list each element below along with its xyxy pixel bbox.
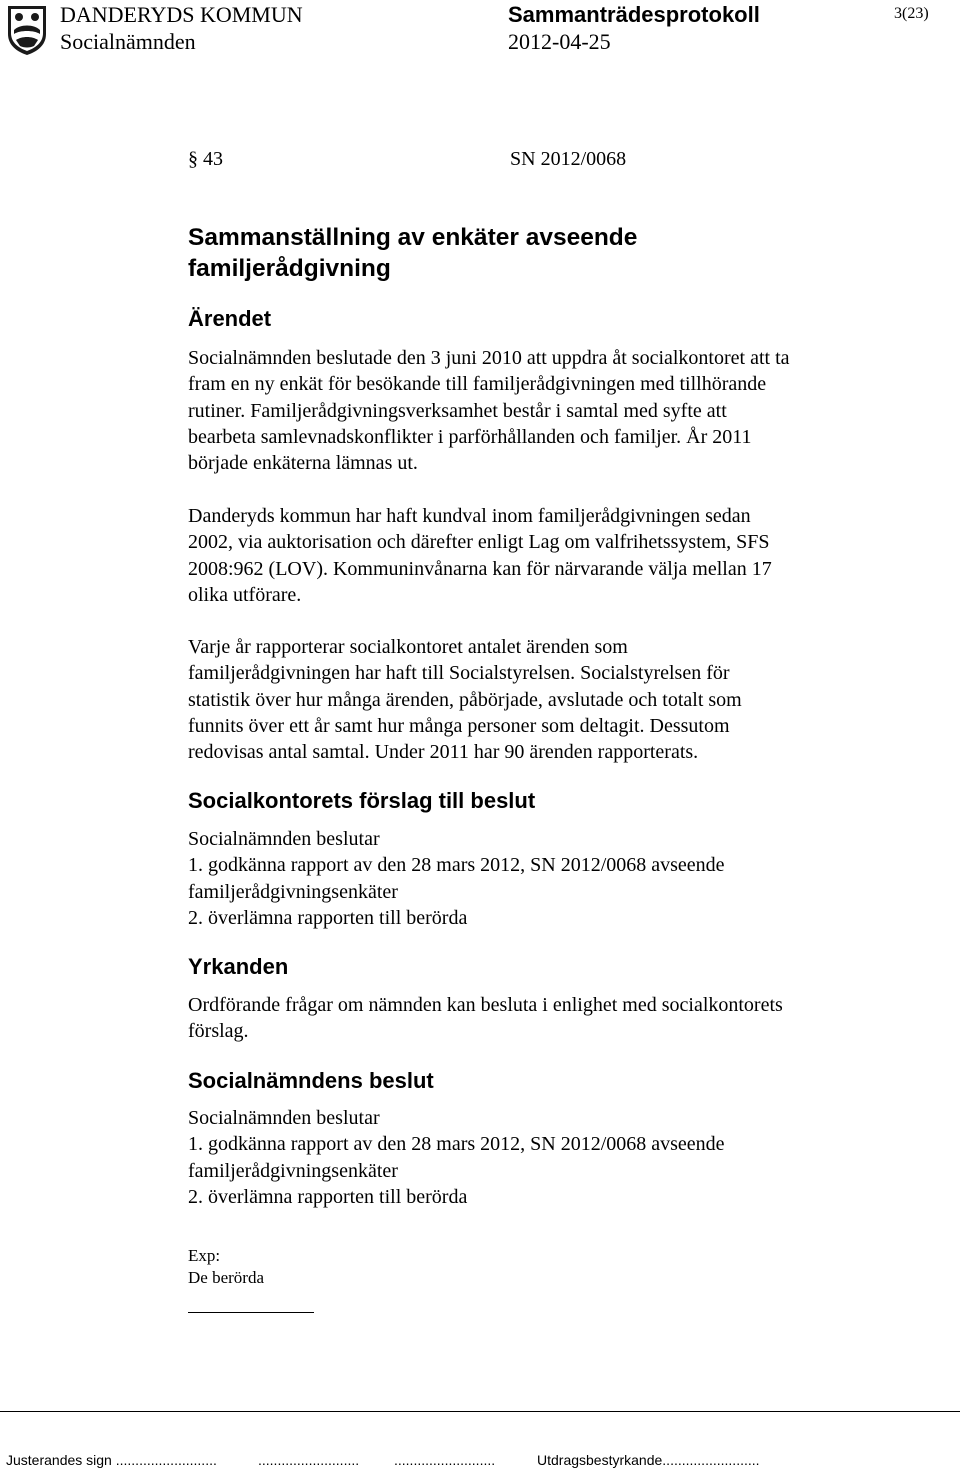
text-line: 2002, via auktorisation och därefter enligt Lag om valfrihetssystem, SFS [188, 531, 770, 554]
title-line: familjerådgivning [188, 255, 391, 282]
header-document-type: Sammanträdesprotokoll [508, 2, 760, 27]
text-line: 2008:962 (LOV). Kommuninvånarna kan för närvarande välja mellan 17 [188, 557, 772, 580]
header-page-number: 3(23) [894, 5, 929, 22]
text-line: Varje år rapporterar socialkontoret antalet ärenden som [188, 636, 628, 658]
forslag-text [188, 826, 888, 931]
document-title [188, 222, 637, 284]
case-number: SN 2012/0068 [510, 148, 627, 170]
text-line: 2. överlämna rapporten till berörda [188, 906, 468, 929]
header-organization: DANDERYDS KOMMUN [60, 2, 303, 27]
signature-line [188, 1312, 314, 1313]
expedition-recipient: De berörda [188, 1268, 264, 1287]
text-line: familjerådgivningen har haft till Socialstyrelsen. Socialstyrelsen för [188, 662, 730, 685]
section-symbol: § [188, 148, 198, 170]
footer-justerandes-sign: Justerandes sign .......................... [6, 1452, 217, 1468]
arendet-paragraph-1 [188, 345, 888, 476]
heading-arendet: Ärendet [188, 306, 272, 331]
expedition-label: Exp: [188, 1246, 221, 1265]
text-line: statistik över hur många ärenden, påbörjade, avslutade och totalt som [188, 688, 742, 711]
text-line: började enkäterna lämnas ut. [188, 452, 418, 475]
text-line: Socialnämnden beslutade den 3 juni 2010 att uppdra åt socialkontoret att ta [188, 347, 790, 369]
text-line: Danderyds kommun har haft kundval inom familjerådgivningen sedan [188, 505, 751, 527]
text-line: funnits över ett år samt hur många personer som deltagit. Dessutom [188, 714, 730, 737]
footer-signature-dots: .......................... [258, 1452, 360, 1468]
municipality-crest-icon [6, 4, 48, 56]
beslut-text [188, 1105, 888, 1210]
heading-yrkanden: Yrkanden [188, 954, 289, 979]
text-line: 1. godkänna rapport av den 28 mars 2012, SN 2012/0068 avseende [188, 854, 725, 877]
section-number: 43 [203, 148, 223, 170]
footer-utdragsbestyrkande: Utdragsbestyrkande......................... [537, 1452, 760, 1468]
heading-beslut: Socialnämndens beslut [188, 1068, 434, 1093]
text-line: familjerådgivningsenkäter [188, 1159, 398, 1182]
text-line: Ordförande frågar om nämnden kan besluta i enlighet med socialkontorets [188, 994, 783, 1016]
arendet-paragraph-2 [188, 503, 888, 608]
title-line: Sammanställning av enkäter avseende [188, 224, 638, 251]
header-department: Socialnämnden [60, 29, 196, 54]
footer-divider [0, 1411, 960, 1412]
text-line: 1. godkänna rapport av den 28 mars 2012, SN 2012/0068 avseende [188, 1133, 725, 1156]
text-line: förslag. [188, 1020, 249, 1043]
text-line: familjerådgivningsenkäter [188, 880, 398, 903]
section-paragraph-number [188, 145, 223, 173]
text-line: Socialnämnden beslutar [188, 828, 380, 850]
text-line: 2. överlämna rapporten till berörda [188, 1185, 468, 1208]
text-line: redovisas antal samtal. Under 2011 har 90 ärenden rapporterats. [188, 741, 699, 764]
header-date: 2012-04-25 [508, 29, 611, 54]
arendet-paragraph-3 [188, 634, 888, 765]
heading-forslag: Socialkontorets förslag till beslut [188, 788, 536, 813]
footer-signature-dots: .......................... [394, 1452, 496, 1468]
text-line: Socialnämnden beslutar [188, 1107, 380, 1129]
text-line: olika utförare. [188, 583, 302, 606]
yrkanden-text [188, 992, 888, 1045]
text-line: bearbeta samlevnadskonflikter i parförhållanden och familjer. År 2011 [188, 425, 752, 448]
text-line: fram en ny enkät för besökande till familjerådgivningen med tillhörande [188, 373, 767, 396]
text-line: rutiner. Familjerådgivningsverksamhet består i samtal med syfte att [188, 399, 727, 422]
